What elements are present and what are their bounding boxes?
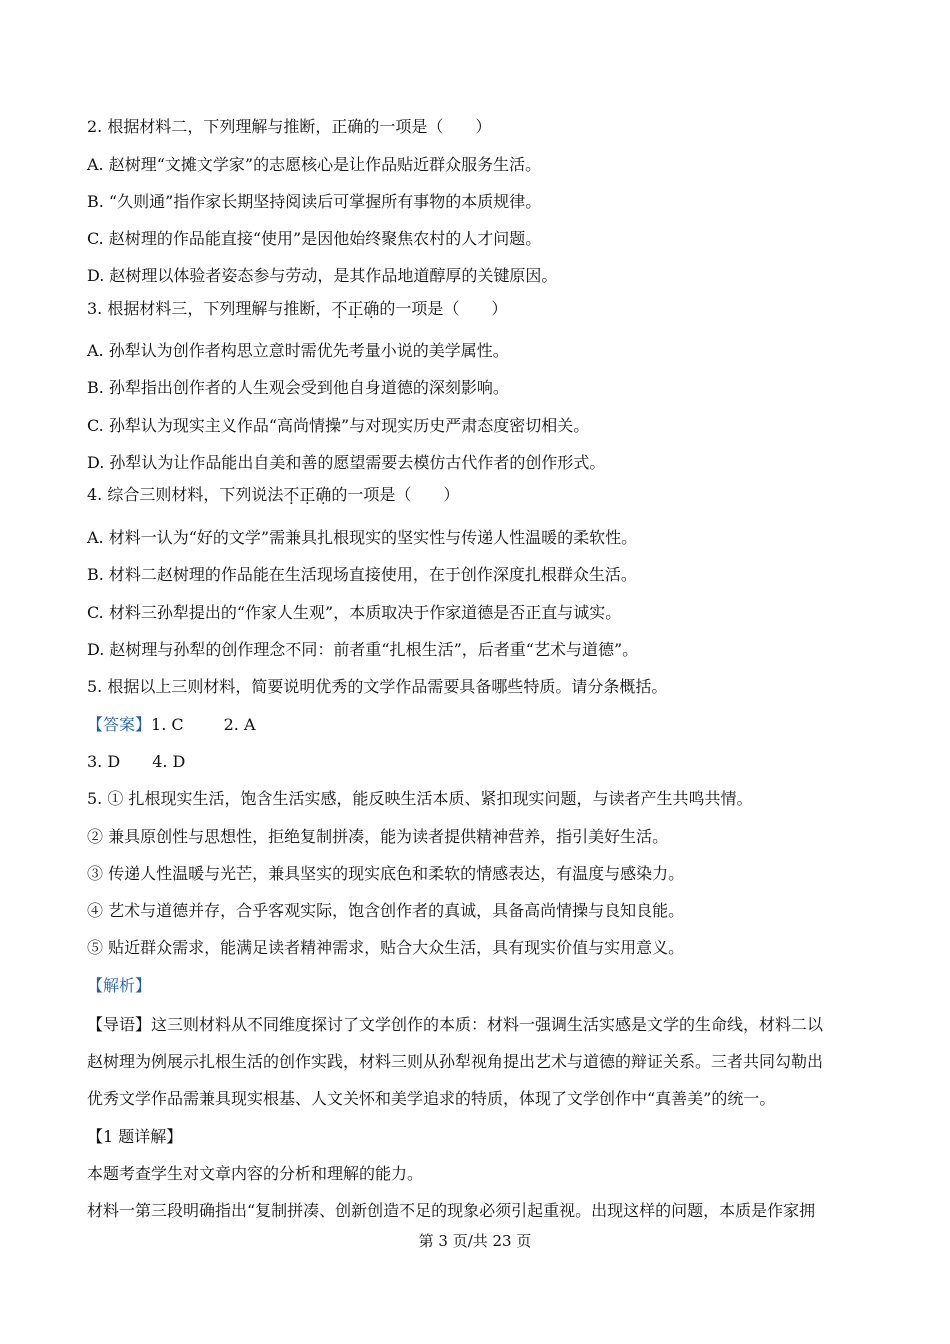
- question-2-option-c: C. 赵树理的作品能直接“使用”是因他始终聚焦农村的人才问题。: [87, 229, 542, 248]
- answer-5-point-2: ② 兼具原创性与思想性，拒绝复制拼凑，能为读者提供精神营养，指引美好生活。: [87, 827, 669, 846]
- answer-2: 2. A: [223, 715, 256, 734]
- question-3-stem: [87, 298, 507, 320]
- answer-1: 1. C: [151, 715, 184, 734]
- emphasis-char: 正: [299, 485, 316, 504]
- question-3-option-b: B. 孙犁指出创作者的人生观会受到他自身道德的深刻影响。: [87, 378, 509, 397]
- question-4-option-c: C. 材料三孙犁提出的“作家人生观”，本质取决于作家道德是否正直与诚实。: [87, 603, 622, 622]
- emphasis-char: 不: [331, 299, 348, 318]
- emphasis-char: 正: [347, 299, 364, 318]
- stem-text: 4. 综合三则材料，下列说法: [87, 485, 284, 504]
- detail-line-2: 材料一第三段明确指出“复制拼凑、创新创造不足的现象必须引起重视。出现这样的问题，本质是作家拥: [87, 1201, 816, 1220]
- answer-line-2: [87, 751, 185, 773]
- analysis-intro-line-3: 优秀文学作品需兼具现实根基、人文关怀和美学追求的特质，体现了文学创作中“真善美”的统一。: [87, 1089, 776, 1108]
- analysis-tag: 【解析】: [87, 976, 152, 995]
- question-2-option-d: D. 赵树理以体验者姿态参与劳动，是其作品地道醇厚的关键原因。: [87, 266, 558, 285]
- question-4-option-a: A. 材料一认为“好的文学”需兼具扎根现实的坚实性与传递人性温暖的柔软性。: [87, 528, 638, 547]
- answer-4: 4. D: [152, 752, 186, 771]
- question-3-option-d: D. 孙犁认为让作品能出自美和善的愿望需要去模仿古代作者的创作形式。: [87, 453, 606, 472]
- question-4-option-b: B. 材料二赵树理的作品能在生活现场直接使用，在于创作深度扎根群众生活。: [87, 565, 637, 584]
- question-3-option-a: A. 孙犁认为创作者构思立意时需优先考量小说的美学属性。: [87, 341, 509, 360]
- detail-line-1: 本题考查学生对文章内容的分析和理解的能力。: [87, 1164, 424, 1183]
- question-2-option-a: A. 赵树理“文摊文学家”的志愿核心是让作品贴近群众服务生活。: [87, 155, 542, 174]
- stem-text: 3. 根据材料三，下列理解与推断，: [87, 299, 332, 318]
- answer-tag: 【答案】: [87, 715, 152, 734]
- answer-5-point-3: ③ 传递人性温暖与光芒，兼具坚实的现实底色和柔软的情感表达，有温度与感染力。: [87, 864, 685, 883]
- emphasis-char: 不: [283, 485, 300, 504]
- analysis-intro-line-1: 【导语】这三则材料从不同维度探讨了文学创作的本质：材料一强调生活实感是文学的生命线，材料二以: [87, 1015, 824, 1034]
- emphasis-char: 确: [363, 299, 380, 318]
- question-5-stem: 5. 根据以上三则材料，简要说明优秀的文学作品需要具备哪些特质。请分条概括。: [87, 677, 668, 696]
- answer-5-point-1: 5. ① 扎根现实生活，饱含生活实感，能反映生活本质、紧扣现实问题，与读者产生共鸣共情。: [87, 789, 753, 808]
- stem-text: 的一项是（ ）: [331, 485, 460, 504]
- question-2-stem: 2. 根据材料二，下列理解与推断，正确的一项是（ ）: [87, 117, 492, 136]
- question-3-option-c: C. 孙犁认为现实主义作品“高尚情操”与对现实历史严肃态度密切相关。: [87, 416, 590, 435]
- question-4-option-d: D. 赵树理与孙犁的创作理念不同：前者重“扎根生活”，后者重“艺术与道德”。: [87, 640, 639, 659]
- answer-5-point-5: ⑤ 贴近群众需求，能满足读者精神需求，贴合大众生活，具有现实价值与实用意义。: [87, 938, 685, 957]
- emphasis-char: 确: [315, 485, 332, 504]
- question-2-option-b: B. “久则通”指作家长期坚持阅读后可掌握所有事物的本质规律。: [87, 192, 542, 211]
- analysis-intro-line-2: 赵树理为例展示扎根生活的创作实践，材料三则从孙犁视角提出艺术与道德的辩证关系。三者共同勾勒出: [87, 1052, 824, 1071]
- answer-5-point-4: ④ 艺术与道德并存，合乎客观实际，饱含创作者的真诚，具备高尚情操与良知良能。: [87, 901, 685, 920]
- answer-line-1: [87, 714, 256, 736]
- stem-text: 的一项是（ ）: [379, 299, 508, 318]
- page-footer: 第 3 页/共 23 页: [418, 1232, 532, 1250]
- answer-3: 3. D: [87, 752, 121, 771]
- question-4-stem: [87, 484, 459, 506]
- detail-title: 【1 题详解】: [87, 1127, 183, 1146]
